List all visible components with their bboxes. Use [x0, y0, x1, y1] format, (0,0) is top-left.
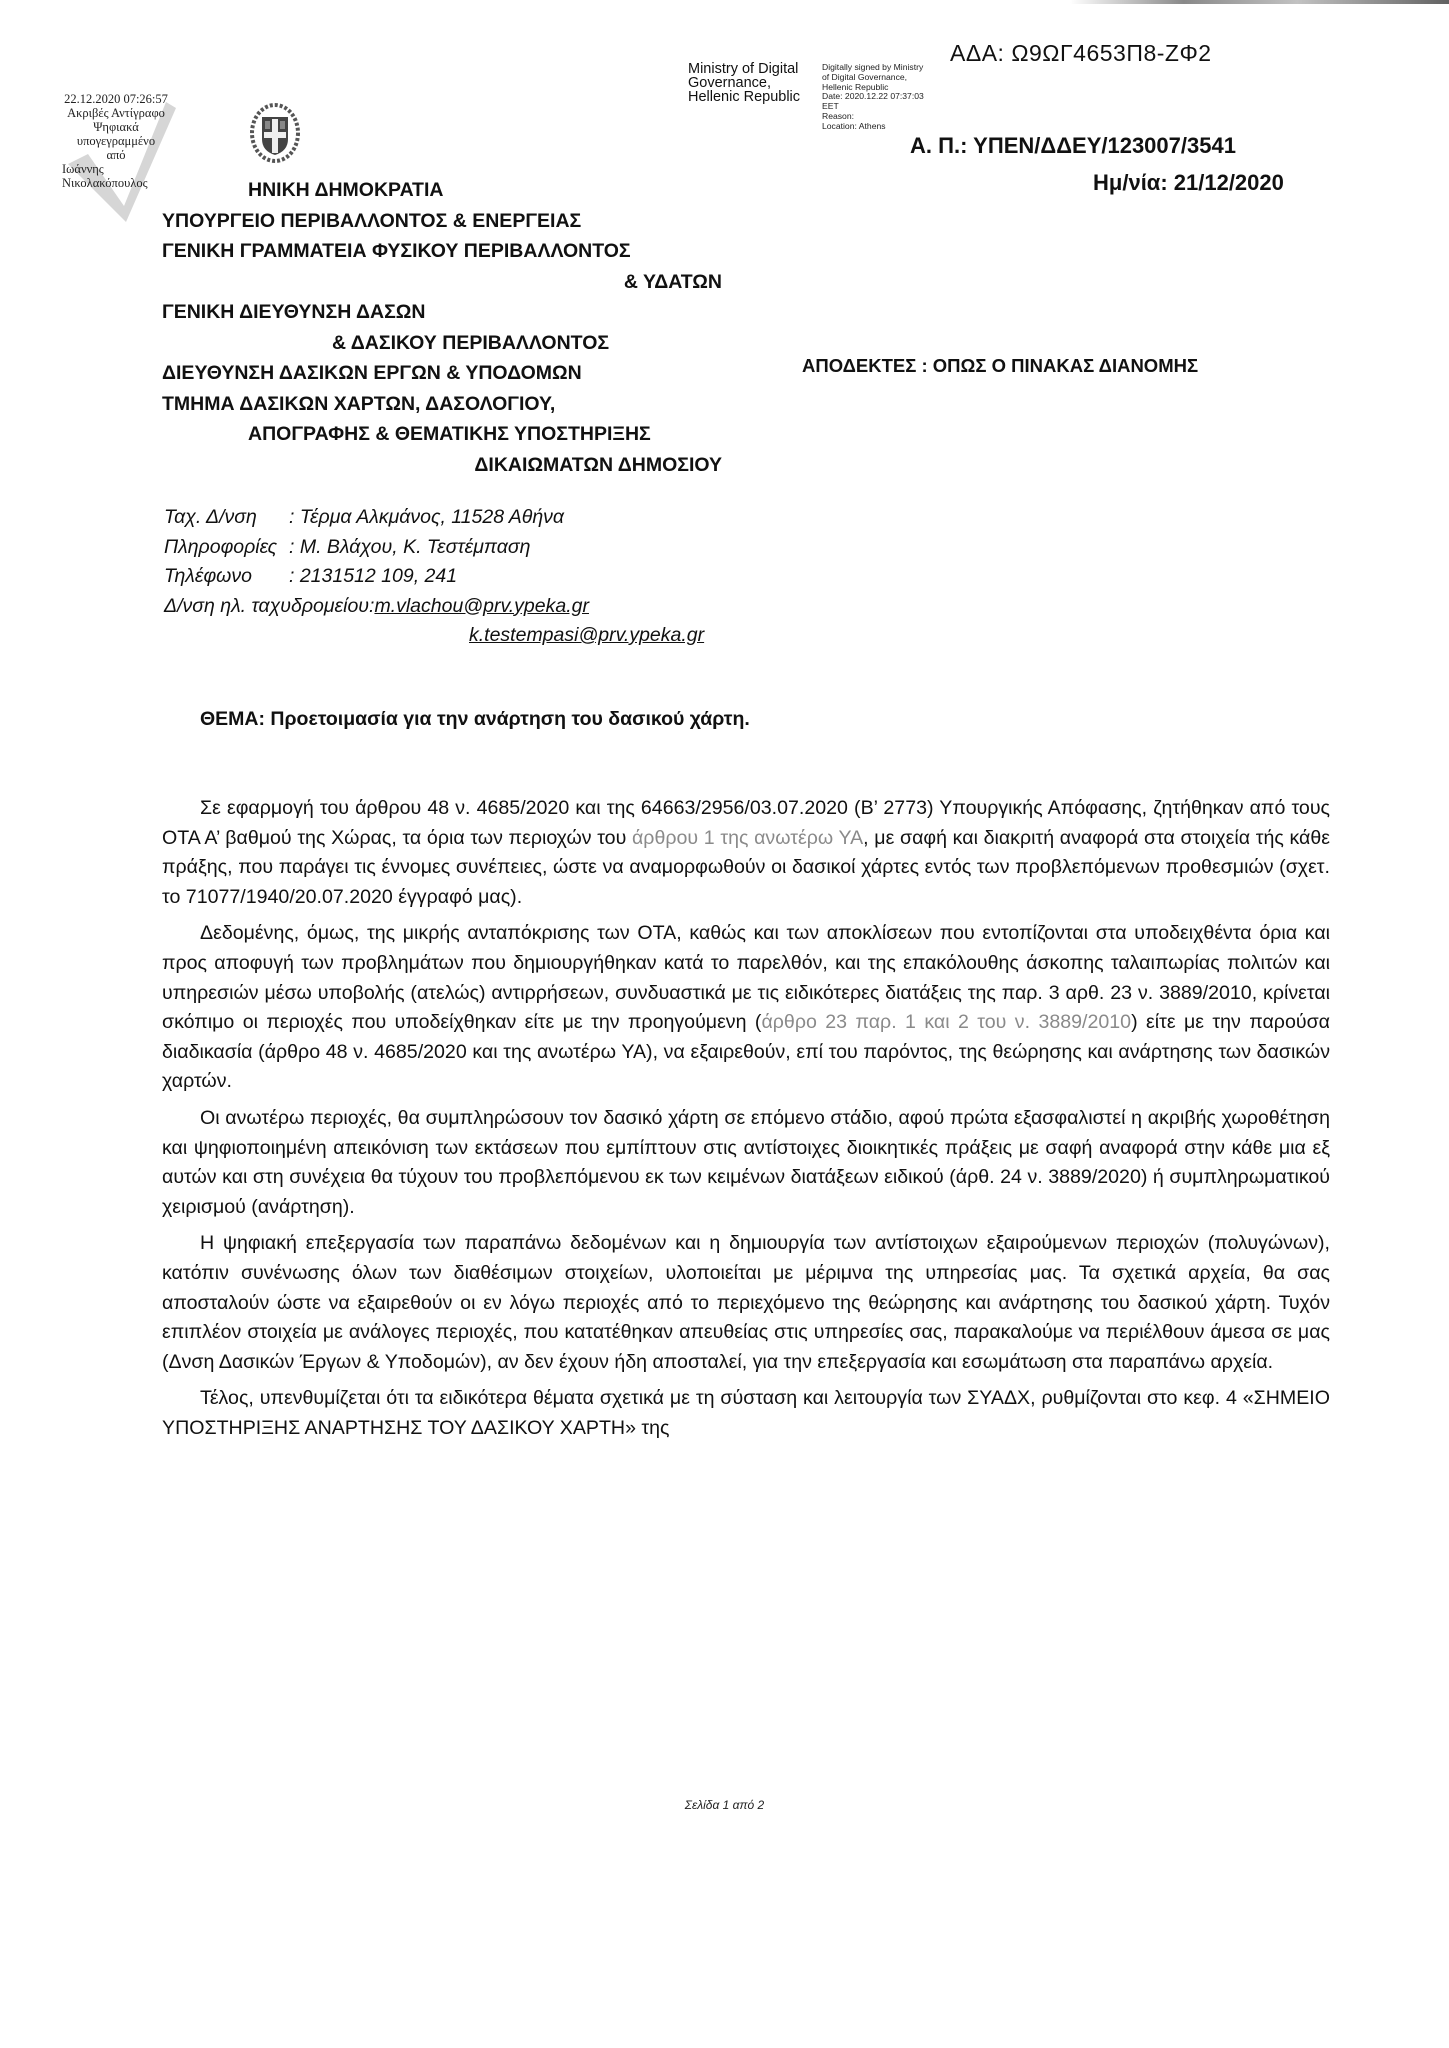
- body-paragraph: Η ψηφιακή επεξεργασία των παραπάνω δεδομένων και η δημιουργία των αντίστοιχων εξαιρούμενων περιοχών (πολυγώνων), κατόπιν συνένωσης όλων των διαθέσιμων στοιχείων, υλοποιείται με μέριμνα της υπηρεσίας μας. Τα σχετικά αρχεία, θα σας αποσταλούν ώστε να εξαιρεθούν οι εν λόγω περιοχές από το περιεχόμενο της θεώρησης και ανάρτησης του δασικού χάρτη. Τυχόν επιπλέον στοιχεία με ανάλογες περιοχές, που κατατέθηκαν απευθείας στις υπηρεσίες σας, παρακαλούμε να περιέλθουν άμεσα σε μας (Δνση Δασικών Έργων & Υποδομών), αν δεν έχουν ήδη αποσταλεί, για την επεξεργασία και εσωμάτωση στα παραπάνω αρχεία.: [162, 1232, 1330, 1373]
- scan-edge-artifact: [1070, 0, 1449, 4]
- digital-signature-details: [822, 63, 924, 132]
- header-line: ΔΙΚΑΙΩΜΑΤΩΝ ΔΗΜΟΣΙΟΥ: [474, 453, 722, 476]
- stamp-signer-last: Νικολακόπουλος: [62, 176, 148, 190]
- stamp-line: Ακριβές Αντίγραφο: [67, 106, 165, 120]
- stamp-line: Ψηφιακά: [93, 120, 139, 134]
- dsig-org-line: Governance,: [688, 75, 772, 91]
- document-date: Ημ/νία: 21/12/2020: [1093, 170, 1284, 195]
- address-label: Ταχ. Δ/νση: [164, 506, 257, 528]
- recipients-line: ΑΠΟΔΕΚΤΕΣ : ΟΠΩΣ Ο ΠΙΝΑΚΑΣ ΔΙΑΝΟΜΗΣ: [802, 355, 1199, 376]
- dsig-org-line: Hellenic Republic: [688, 89, 801, 105]
- agency-header: [162, 175, 722, 480]
- dsig-detail-line: Digitally signed by Ministry: [822, 62, 924, 72]
- header-line: & ΥΔΑΤΩΝ: [623, 270, 722, 293]
- page-footer: Σελίδα 1 από 2: [684, 1798, 765, 1812]
- body-paragraph: Οι ανωτέρω περιοχές, θα συμπληρώσουν τον δασικό χάρτη σε επόμενο στάδιο, αφού πρώτα εξασφαλιστεί η ακριβής χωροθέτηση και ψηφιοποιημένη απεικόνιση των εκτάσεων που εμπίπτουν στις αντίστοιχες διοικητικές πράξεις με σαφή αναφορά στην κάθε μια εξ αυτών και στη συνέχεια θα τύχουν του προβλεπόμενου εκ των κειμένων διατάξεων ειδικού (άρθ. 24 ν. 3889/2020) ή συμπληρωματικού χειρισμού (ανάρτηση).: [162, 1106, 1330, 1218]
- body-paragraph: Τέλος, υπενθυμίζεται ότι τα ειδικότερα θέματα σχετικά με τη σύσταση και λειτουργία των ΣΥΑΔΧ, ρυθμίζονται στο κεφ. 4 «ΣΗΜΕΙΟ ΥΠΟΣΤΗΡΙΞΗΣ ΑΝΑΡΤΗΣΗΣ ΤΟΥ ΔΑΣΙΚΟΥ ΧΑΡΤΗ» της: [162, 1387, 1330, 1439]
- letter-body: [162, 794, 1330, 1450]
- text-run: Δεδομένης, όμως, της μικρής ανταπόκρισης των ΟΤΑ, καθώς και των αποκλίσεων που εντοπίζονται στα υποδειχθέντα όρια και προς αποφυγή των προβλημάτων που δημιουργήθηκαν κατά το παρελθόν, και της επακόλουθης άσκοπης ταλαιπωρίας πολιτών και υπηρεσιών μέσω υποβολής (ατελώς) αντιρρήσεων, συνδυαστικά με τις ειδικότερες διατάξεις της παρ. 3 αρθ. 23 ν. 3889/2010, κρίνεται σκόπιμο οι περιοχές που υποδείχθηκαν είτε με την προηγούμενη (: [162, 922, 1330, 1034]
- stamp-timestamp: 22.12.2020 07:26:57: [64, 92, 168, 106]
- stamp-line: από: [106, 148, 126, 162]
- header-line: ΓΕΝΙΚΗ ΓΡΑΜΜΑΤΕΙΑ ΦΥΣΙΚΟΥ ΠΕΡΙΒΑΛΛΟΝΤΟΣ: [162, 240, 631, 262]
- contact-address: [164, 503, 704, 533]
- dsig-detail-line: Location: Athens: [822, 120, 886, 131]
- text-run: , με σαφή και διακριτή αναφορά στα στοιχεία τής κάθε πράξης, που παράγει τις έννομες συνέπειες, ώστε να αναμορφωθούν οι δασικοί χάρτες εντός των προβλεπόμενων προθεσμιών (σχετ. το 71077/1940/20.07.2020 έγγραφό μας).: [162, 826, 1330, 908]
- header-line: ΗΝΙΚΗ ΔΗΜΟΚΡΑΤΙΑ: [248, 179, 444, 201]
- muted-text-run: άρθρου 1 της ανωτέρω ΥΑ: [631, 826, 864, 849]
- stamp-signer-first: Ιωάννης: [62, 162, 104, 176]
- dsig-org-line: Ministry of Digital: [688, 61, 799, 77]
- text-run: Σε εφαρμογή του άρθρου 48 ν. 4685/2020 και της 64663/2956/03.07.2020 (Β’ 2773) Υπουργικής Απόφασης, ζητήθηκαν από τους ΟΤΑ Α’ βαθμού της Χώρας, τα όρια των περιοχών του: [162, 797, 1330, 849]
- header-line: ΥΠΟΥΡΓΕΙΟ ΠΕΡΙΒΑΛΛΟΝΤΟΣ & ΕΝΕΡΓΕΙΑΣ: [162, 209, 582, 232]
- header-line: ΤΜΗΜΑ ΔΑΣΙΚΩΝ ΧΑΡΤΩΝ, ΔΑΣΟΛΟΓΙΟΥ,: [162, 392, 556, 415]
- text-run: ) είτε με την παρούσα διαδικασία (άρθρο 48 ν. 4685/2020 και της ανωτέρω ΥΑ), να εξαιρεθούν, επί του παρόντος, της θεώρησης και ανάρτησης των δασικών χαρτών.: [162, 1011, 1330, 1093]
- email-label: Δ/νση ηλ. ταχυδρομείου:: [164, 594, 375, 617]
- info-label: Πληροφορίες: [164, 535, 278, 558]
- digital-signature-org: [688, 62, 800, 104]
- dsig-detail-line: Date: 2020.12.22 07:37:03: [822, 91, 924, 102]
- dsig-detail-line: EET: [822, 101, 839, 112]
- contact-info: [164, 533, 704, 563]
- protocol-number: Α. Π.: ΥΠΕΝ/ΔΔΕΥ/123007/3541: [910, 133, 1236, 158]
- phone-label: Τηλέφωνο: [164, 565, 252, 587]
- dsig-detail-line: Hellenic Republic: [822, 81, 889, 92]
- dsig-detail-line: of Digital Governance,: [822, 71, 908, 82]
- header-line: ΔΙΕΥΘΥΝΣΗ ΔΑΣΙΚΩΝ ΕΡΓΩΝ & ΥΠΟΔΟΜΩΝ: [162, 362, 582, 384]
- contact-email-2: [164, 621, 704, 651]
- signature-stamp: [62, 92, 170, 190]
- body-paragraph: [162, 794, 1330, 912]
- address-value: : Τέρμα Αλκμάνος, 11528 Αθήνα: [289, 506, 565, 528]
- email-link-1[interactable]: m.vlachou@prv.ypeka.gr: [374, 594, 589, 617]
- contact-phone: [164, 562, 704, 592]
- header-line: ΑΠΟΓΡΑΦΗΣ & ΘΕΜΑΤΙΚΗΣ ΥΠΟΣΤΗΡΙΞΗΣ: [248, 423, 651, 445]
- stamp-line: υπογεγραμμένο: [76, 134, 156, 148]
- phone-value: : 2131512 109, 241: [289, 565, 458, 587]
- subject-line: ΘΕΜΑ: Προετοιμασία για την ανάρτηση του δασικού χάρτη.: [200, 708, 750, 730]
- info-value: : Μ. Βλάχου, Κ. Τεστέμπαση: [289, 535, 531, 558]
- body-paragraph: [162, 919, 1330, 1097]
- greek-coat-of-arms-icon: [250, 103, 300, 163]
- ada-code: ΑΔΑ: Ω9ΩΓ4653Π8-ΖΦ2: [950, 40, 1212, 66]
- muted-text-run: άρθρο 23 παρ. 1 και 2 του ν. 3889/2010: [761, 1011, 1132, 1034]
- contact-block: [164, 503, 704, 651]
- header-line: & ΔΑΣΙΚΟΥ ΠΕΡΙΒΑΛΛΟΝΤΟΣ: [332, 331, 610, 354]
- dsig-detail-line: Reason:: [822, 110, 855, 121]
- email-link-2[interactable]: k.testempasi@prv.ypeka.gr: [469, 624, 705, 646]
- header-line: ΓΕΝΙΚΗ ΔΙΕΥΘΥΝΣΗ ΔΑΣΩΝ: [162, 301, 426, 323]
- contact-email: [164, 592, 704, 622]
